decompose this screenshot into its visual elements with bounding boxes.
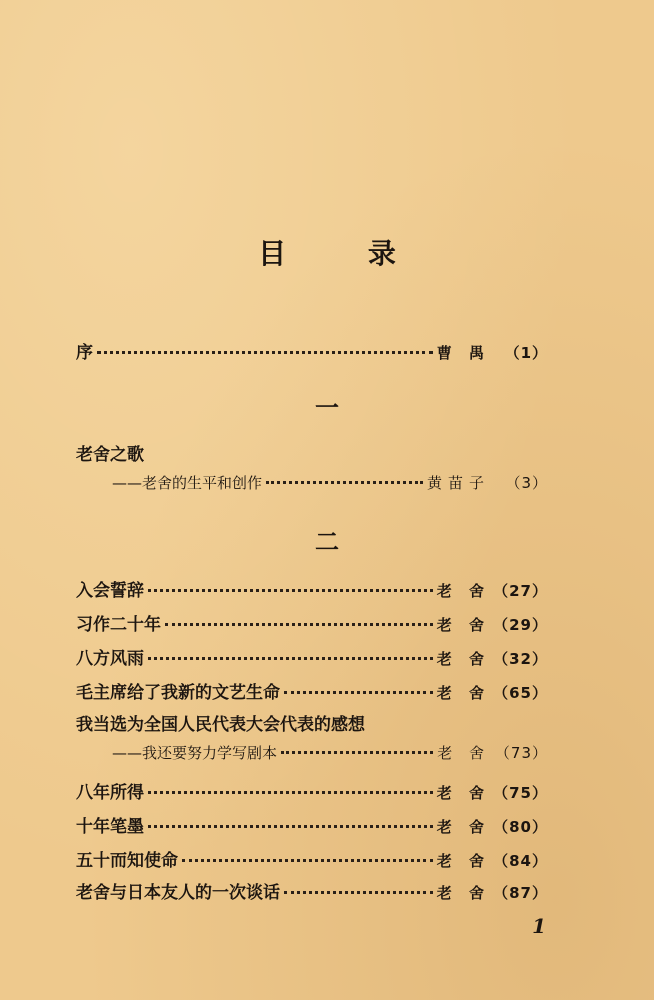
entry-page: （73） xyxy=(494,744,548,762)
entry-page: （65） xyxy=(493,684,548,702)
section-mark-2: 二 xyxy=(315,528,339,556)
leader-dots xyxy=(266,471,423,484)
entry-author: 老 舍 xyxy=(436,684,490,702)
entry-page: （84） xyxy=(493,852,548,870)
entry-author: 老 舍 xyxy=(436,582,490,600)
leader-dots xyxy=(165,613,433,626)
entry-title: 入会誓辞 xyxy=(76,581,144,601)
entry-author: 老 舍 xyxy=(436,784,490,802)
entry-title: 五十而知使命 xyxy=(76,851,178,871)
entry-title: 八年所得 xyxy=(76,783,144,803)
entry-title: 八方风雨 xyxy=(76,649,144,669)
entry-page: （75） xyxy=(493,784,548,802)
leader-dots xyxy=(148,815,433,828)
toc-entry-preface xyxy=(76,338,548,364)
toc-entry xyxy=(76,576,548,602)
entry-page: （32） xyxy=(493,650,548,668)
leader-dots xyxy=(148,647,433,660)
entry-title: 序 xyxy=(76,343,93,363)
leader-dots xyxy=(284,881,433,894)
entry-author: 老 舍 xyxy=(436,852,490,870)
entry-author: 老 舍 xyxy=(436,650,490,668)
toc-entry xyxy=(76,610,548,636)
leader-dots xyxy=(284,681,433,694)
entry-author: 老 舍 xyxy=(436,818,490,836)
entry-page: （3） xyxy=(505,474,548,492)
entry-title: 毛主席给了我新的文艺生命 xyxy=(76,683,280,703)
entry-title: 习作二十年 xyxy=(76,615,161,635)
page-number: 1 xyxy=(532,914,546,938)
leader-dots xyxy=(281,741,433,754)
section-mark-1: 一 xyxy=(315,394,339,422)
entry-page: （87） xyxy=(493,884,548,902)
entry-page: （29） xyxy=(493,616,548,634)
leader-dots xyxy=(148,781,433,794)
page-title: 目 录 xyxy=(258,237,432,270)
toc-entry xyxy=(76,678,548,704)
leader-dots xyxy=(97,341,433,354)
entry-author: 曹 禺 xyxy=(436,344,490,362)
entry-page: （80） xyxy=(493,818,548,836)
toc-entry-sub xyxy=(112,472,548,498)
entry-heading: 我当选为全国人民代表大会代表的感想 xyxy=(76,715,365,735)
entry-author: 老 舍 xyxy=(436,884,490,902)
entry-title: 老舍与日本友人的一次谈话 xyxy=(76,883,280,903)
leader-dots xyxy=(182,849,433,862)
entry-page: （1） xyxy=(504,344,548,362)
toc-entry xyxy=(76,644,548,670)
toc-entry-sub xyxy=(112,742,548,768)
toc-entry xyxy=(76,778,548,804)
toc-entry xyxy=(76,812,548,838)
entry-title: ——老舍的生平和创作 xyxy=(112,474,263,492)
entry-author: 黄苗子 xyxy=(426,474,490,492)
toc-entry xyxy=(76,878,548,904)
entry-title: 十年笔墨 xyxy=(76,817,144,837)
entry-author: 老 舍 xyxy=(437,744,490,762)
toc-entry xyxy=(76,846,548,872)
leader-dots xyxy=(148,579,433,592)
entry-heading: 老舍之歌 xyxy=(76,445,144,465)
entry-author: 老 舍 xyxy=(436,616,490,634)
entry-page: （27） xyxy=(493,582,548,600)
entry-title: ——我还要努力学写剧本 xyxy=(112,744,278,762)
